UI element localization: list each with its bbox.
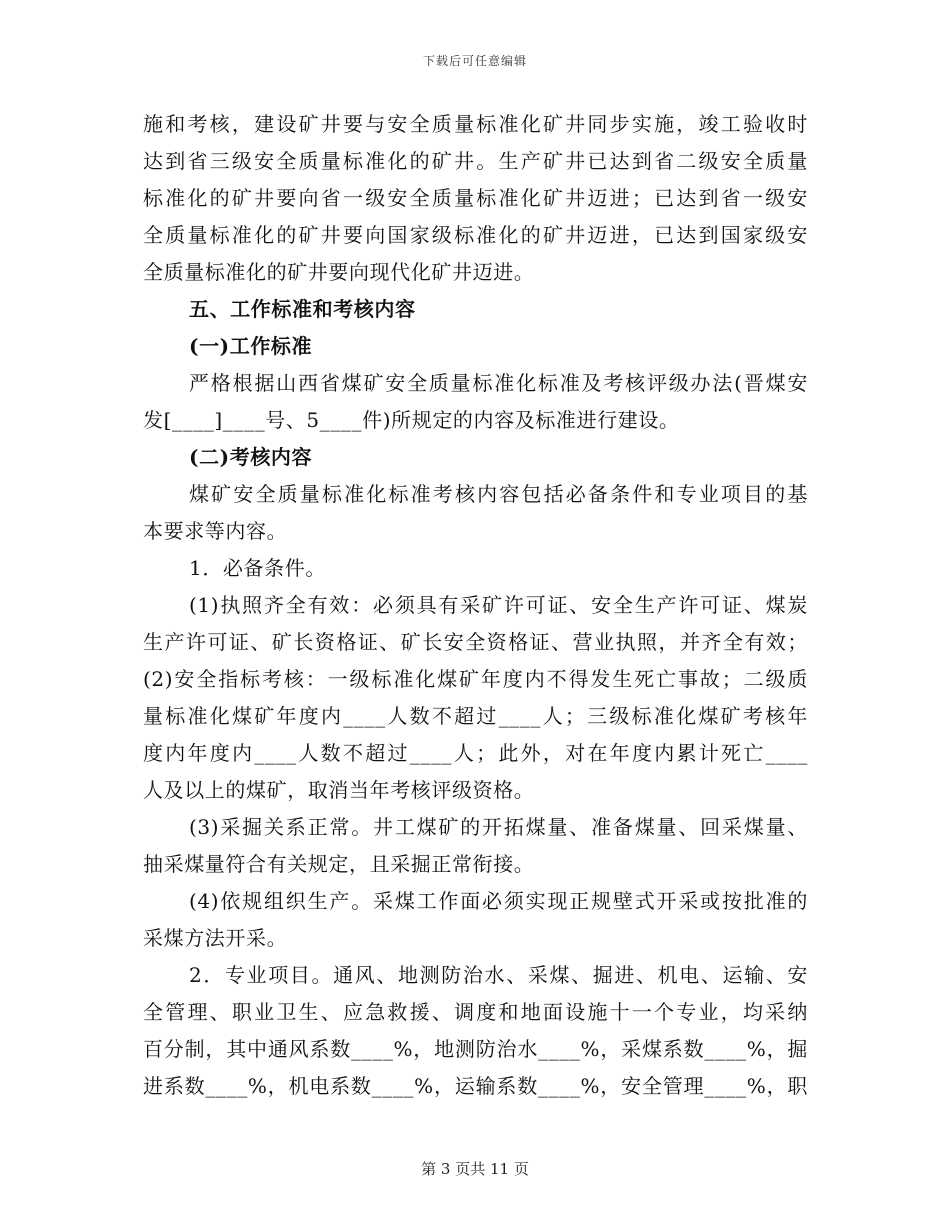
subsection-heading: (一)工作标准 bbox=[189, 334, 313, 358]
subsection-heading: (二)考核内容 bbox=[189, 445, 313, 469]
list-heading: 1．必备条件。 bbox=[189, 556, 326, 580]
paragraph-line: 全质量标准化的矿井要向国家级标准化的矿井迈进，已达到国家级安 bbox=[143, 223, 808, 247]
paragraph-line: 达到省三级安全质量标准化的矿井。生产矿井已达到省二级安全质量 bbox=[143, 149, 808, 173]
paragraph-line: 度内年度内____人数不超过____人；此外，对在年度内累计死亡____ bbox=[143, 741, 808, 765]
paragraph-line: 采煤方法开采。 bbox=[143, 926, 288, 950]
paragraph-line: 发[____]____号、5____件)所规定的内容及标准进行建设。 bbox=[143, 408, 680, 432]
paragraph-line: (2)安全指标考核：一级标准化煤矿年度内不得发生死亡事故；二级质 bbox=[143, 667, 808, 691]
paragraph-line: (1)执照齐全有效：必须具有采矿许可证、安全生产许可证、煤炭 bbox=[189, 593, 808, 617]
paragraph-line: 生产许可证、矿长资格证、矿长安全资格证、营业执照，并齐全有效； bbox=[143, 630, 808, 654]
page-footer-number: 第 3 页共 11 页 bbox=[421, 1160, 529, 1178]
paragraph-line: 2．专业项目。通风、地测防治水、采煤、掘进、机电、运输、安 bbox=[189, 963, 808, 987]
document-body bbox=[143, 106, 808, 1105]
paragraph-line: 严格根据山西省煤矿安全质量标准化标准及考核评级办法(晋煤安 bbox=[189, 371, 808, 395]
paragraph-line: 全管理、职业卫生、应急救援、调度和地面设施十一个专业，均采纳 bbox=[143, 1000, 808, 1024]
paragraph-line: 本要求等内容。 bbox=[143, 519, 288, 543]
paragraph-line: 抽采煤量符合有关规定，且采掘正常衔接。 bbox=[143, 852, 535, 876]
paragraph-line: 煤矿安全质量标准化标准考核内容包括必备条件和专业项目的基 bbox=[189, 482, 808, 506]
paragraph-line: 标准化的矿井要向省一级安全质量标准化矿井迈进；已达到省一级安 bbox=[143, 186, 808, 210]
section-heading: 五、工作标准和考核内容 bbox=[189, 297, 416, 321]
paragraph-line: (3)采掘关系正常。井工煤矿的开拓煤量、准备煤量、回采煤量、 bbox=[189, 815, 808, 839]
paragraph-line: 百分制，其中通风系数____%，地测防治水____%，采煤系数____%，掘 bbox=[143, 1037, 808, 1061]
paragraph-line: 进系数____%，机电系数____%，运输系数____%，安全管理____%，职 bbox=[143, 1074, 808, 1098]
paragraph-line: 全质量标准化的矿井要向现代化矿井迈进。 bbox=[143, 260, 535, 284]
page-header-note: 下载后可任意编辑 bbox=[422, 54, 527, 68]
paragraph-line: 人及以上的煤矿，取消当年考核评级资格。 bbox=[143, 778, 535, 802]
paragraph-line: 施和考核，建设矿井要与安全质量标准化矿井同步实施，竣工验收时 bbox=[143, 112, 808, 136]
paragraph-line: (4)依规组织生产。采煤工作面必须实现正规壁式开采或按批准的 bbox=[189, 889, 808, 913]
paragraph-line: 量标准化煤矿年度内____人数不超过____人；三级标准化煤矿考核年 bbox=[143, 704, 808, 728]
